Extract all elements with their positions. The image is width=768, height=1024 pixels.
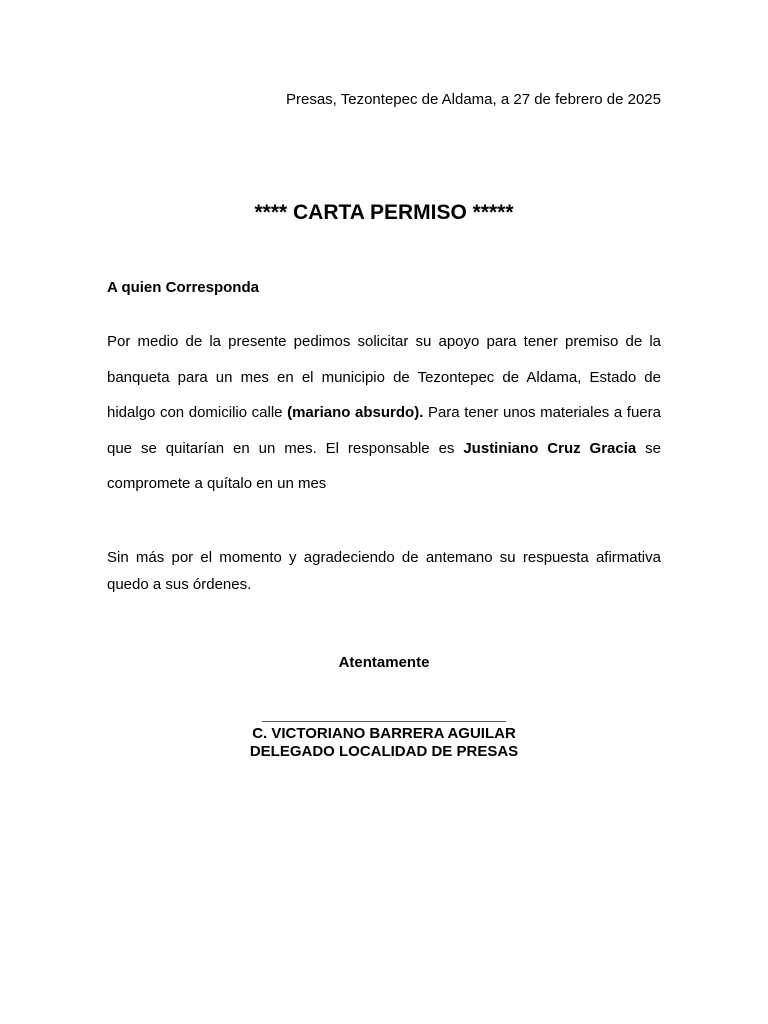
date-line: Presas, Tezontepec de Aldama, a 27 de febrero de 2025	[286, 91, 661, 108]
closing-paragraph: Sin más por el momento y agradeciendo de antemano su respuesta afirmativa quedo a sus órdenes.	[107, 549, 661, 593]
signer-name: C. VICTORIANO BARRERA AGUILAR	[252, 725, 516, 742]
body-text-part3: se compromete a quítalo en un mes	[107, 439, 662, 493]
farewell: Atentamente	[338, 654, 430, 671]
street-name: (mariano absurdo).	[287, 404, 424, 422]
signature-line	[262, 721, 506, 722]
body-paragraph	[107, 324, 661, 502]
signer-title: DELEGADO LOCALIDAD DE PRESAS	[249, 743, 519, 760]
responsible-name: Justiniano Cruz Gracia	[463, 439, 637, 457]
body-text-part1: Por medio de la presente pedimos solicitar su apoyo para tener premiso de la banqueta para un mes en el municipio de Tezontepec de Aldama, Estado de hidalgo con domicilio calle	[107, 333, 661, 422]
body-text-part2: Para tener unos materiales a fuera que se quitarían en un mes. El responsable es	[107, 404, 661, 457]
document-title: **** CARTA PERMISO *****	[254, 201, 514, 224]
salutation: A quien Corresponda	[107, 279, 259, 296]
